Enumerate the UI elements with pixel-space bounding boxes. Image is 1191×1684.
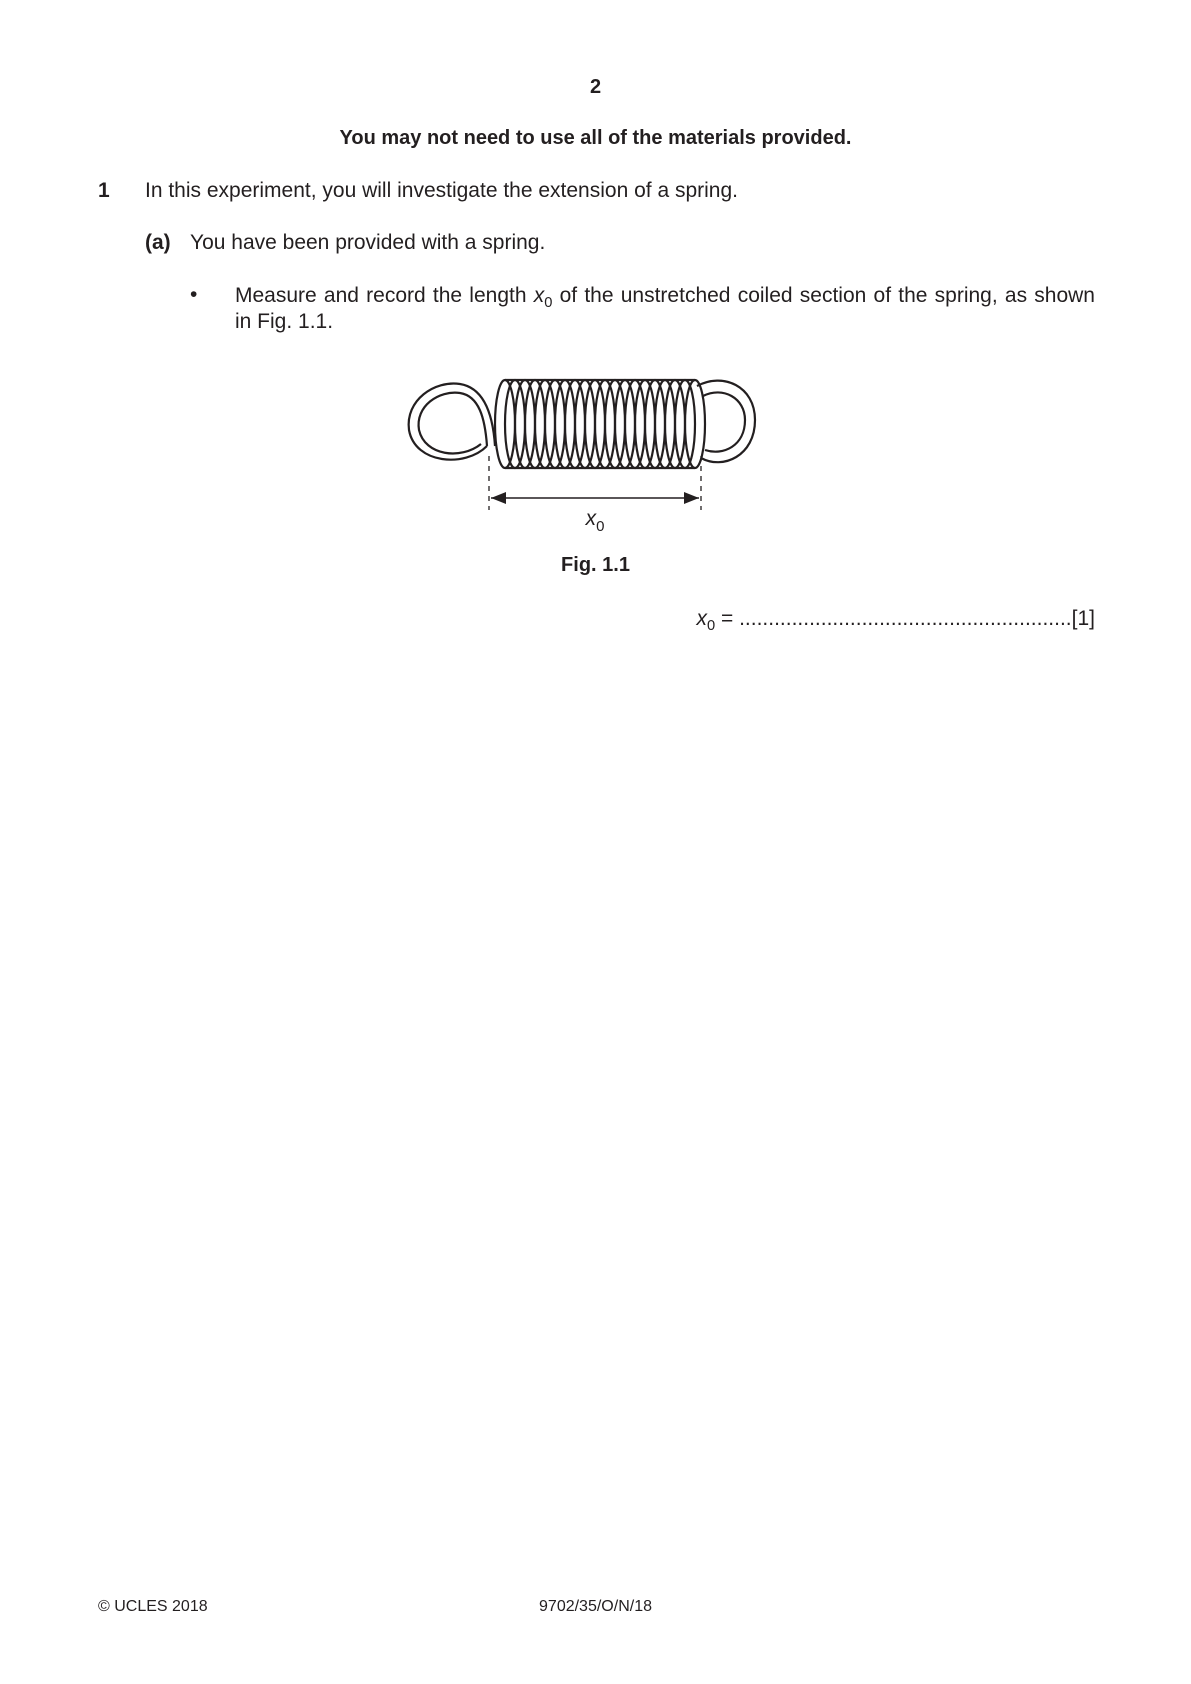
bullet-subscript: 0 <box>544 295 553 312</box>
bullet-text-after: of the unstretched coiled section of the spring, as shown in Fig. 1.1. <box>235 284 1095 333</box>
bullet-point: • <box>190 283 198 306</box>
bullet-instruction <box>235 283 1095 335</box>
figure-caption: Fig. 1.1 <box>561 554 630 576</box>
answer-subscript: 0 <box>706 618 716 635</box>
page-number: 2 <box>589 76 602 98</box>
answer-variable: x <box>696 607 707 630</box>
answer-equals: = <box>715 607 740 630</box>
footer-copyright: © UCLES 2018 <box>98 1598 208 1615</box>
materials-instruction: You may not need to use all of the materials provided. <box>339 127 852 149</box>
spring-coils <box>495 380 705 468</box>
bullet-variable: x <box>533 284 545 307</box>
spring-left-loop <box>409 383 495 459</box>
part-a-text: You have been provided with a spring. <box>190 231 546 254</box>
bullet-text-before: Measure and record the length <box>235 284 534 307</box>
question-text: In this experiment, you will investigate the extension of a spring. <box>145 179 738 202</box>
footer-paper-code: 9702/35/O/N/18 <box>539 1598 652 1615</box>
spring-diagram <box>405 360 795 535</box>
answer-line[interactable] <box>696 607 1095 635</box>
answer-dots[interactable]: ......................................................... <box>739 607 1072 630</box>
question-number: 1 <box>98 179 110 202</box>
figure-dimension-label: $x_0$ <box>585 507 605 535</box>
answer-marks: [1] <box>1071 607 1095 630</box>
part-a-label: (a) <box>145 231 171 254</box>
